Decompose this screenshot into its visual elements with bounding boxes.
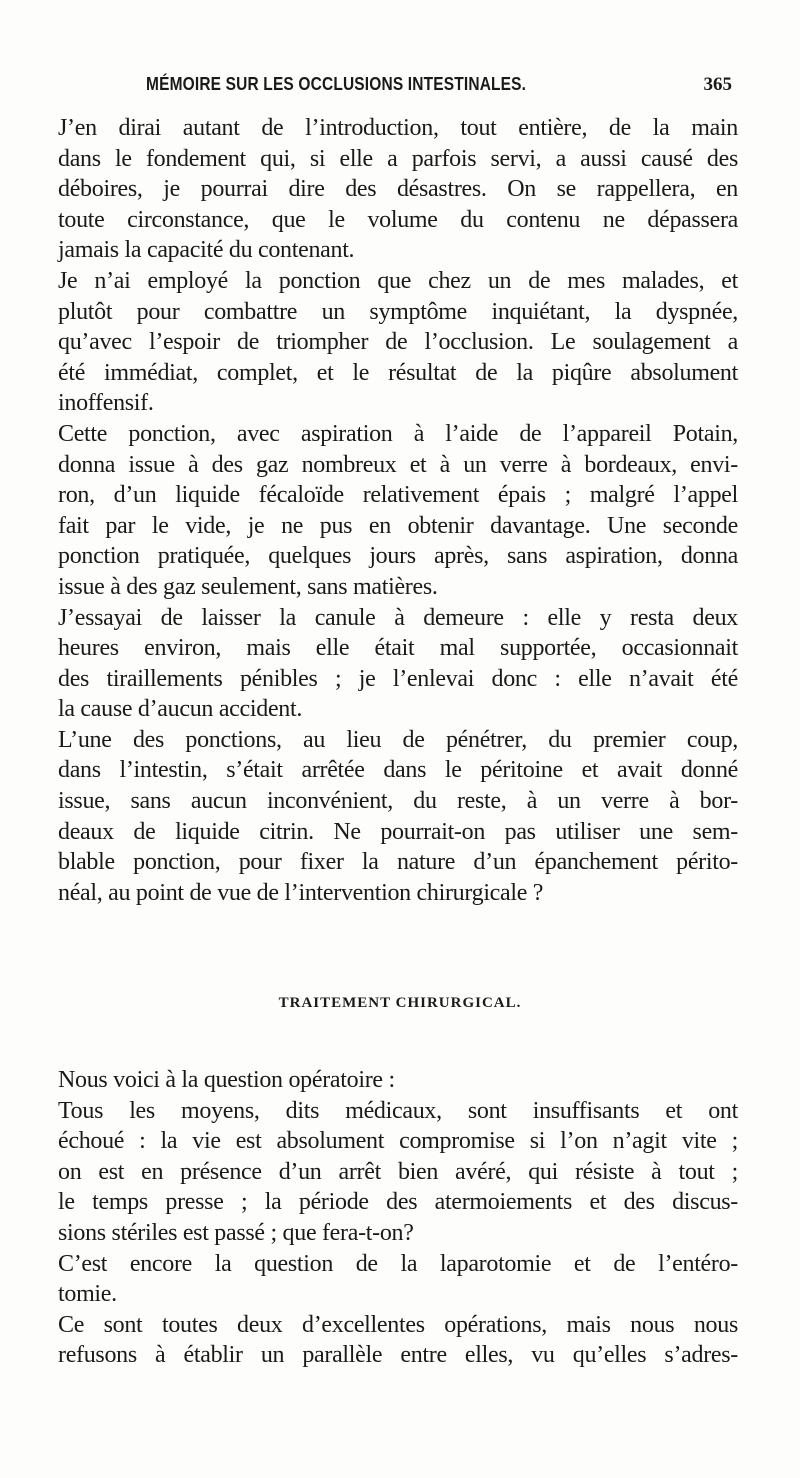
text-line: qu’avec l’espoir de triompher de l’occlusion. Le soulagement a (58, 329, 738, 356)
text-line: heures environ, mais elle était mal supportée, occasionnait (58, 635, 738, 662)
text-line: plutôt pour combattre un symptôme inquiétant, la dyspnée, (58, 298, 738, 325)
body-text-section-2 (58, 1065, 738, 1371)
text-line: Cette ponction, avec aspiration à l’aide de l’appareil Potain, (58, 420, 738, 447)
text-line: refusons à établir un parallèle entre elles, vu qu’elles s’adres- (58, 1342, 738, 1369)
text-line: donna issue à des gaz nombreux et à un verre à bordeaux, envi- (58, 451, 738, 478)
text-line: été immédiat, complet, et le résultat de la piqûre absolument (58, 359, 738, 386)
section-heading: TRAITEMENT CHIRURGICAL. (278, 995, 522, 1011)
text-line: inoffensif. (58, 390, 154, 417)
text-line: Tous les moyens, dits médicaux, sont insuffisants et ont (58, 1097, 738, 1124)
text-line: des tiraillements pénibles ; je l’enlevai donc : elle n’avait été (58, 665, 738, 692)
text-line: J’essayai de laisser la canule à demeure : elle y resta deux (58, 604, 738, 631)
page-number: 365 (703, 74, 732, 95)
text-line: Ce sont toutes deux d’excellentes opérations, mais nous nous (58, 1311, 738, 1338)
text-line: sions stériles est passé ; que fera-t-on? (58, 1219, 414, 1246)
text-line: le temps presse ; la période des atermoiements et des discus- (58, 1189, 738, 1216)
text-line: L’une des ponctions, au lieu de pénétrer, du premier coup, (58, 726, 738, 753)
text-line: toute circonstance, que le volume du contenu ne dépassera (58, 206, 738, 233)
text-line: issue à des gaz seulement, sans matières. (58, 573, 438, 600)
text-line: Nous voici à la question opératoire : (58, 1067, 395, 1093)
text-line: néal, au point de vue de l’intervention chirurgicale ? (58, 879, 544, 906)
body-text-section-1 (58, 113, 738, 908)
text-line: ponction pratiquée, quelques jours après, sans aspiration, donna (58, 543, 738, 570)
text-line: la cause d’aucun accident. (58, 696, 303, 723)
text-line: jamais la capacité du contenant. (58, 237, 355, 264)
text-line: dans le fondement qui, si elle a parfois servi, a aussi causé des (58, 145, 738, 172)
running-head-title: MÉMOIRE SUR LES OCCLUSIONS INTESTINALES. (146, 74, 527, 94)
text-line: issue, sans aucun inconvénient, du reste, à un verre à bor- (58, 788, 738, 815)
text-line: déboires, je pourrai dire des désastres. On se rappellera, en (58, 176, 738, 203)
text-line: échoué : la vie est absolument compromise si l’on n’agit vite ; (58, 1128, 738, 1155)
text-line: deaux de liquide citrin. Ne pourrait-on pas utiliser une sem- (58, 818, 738, 845)
text-line: on est en présence d’un arrêt bien avéré, qui résiste à tout ; (58, 1158, 738, 1185)
text-line: ron, d’un liquide fécaloïde relativement épais ; malgré l’appel (58, 482, 738, 509)
text-line: blable ponction, pour fixer la nature d’un épanchement périto- (58, 849, 738, 876)
running-head (60, 74, 740, 102)
text-line: J’en dirai autant de l’introduction, tout entière, de la main (58, 115, 738, 141)
text-line: tomie. (58, 1281, 117, 1308)
text-line: fait par le vide, je ne pus en obtenir davantage. Une seconde (58, 512, 738, 539)
text-line: Je n’ai employé la ponction que chez un de mes malades, et (58, 267, 738, 294)
text-line: dans l’intestin, s’était arrêtée dans le péritoine et avait donné (58, 757, 738, 784)
text-line: C’est encore la question de la laparotomie et de l’entéro- (58, 1250, 738, 1277)
